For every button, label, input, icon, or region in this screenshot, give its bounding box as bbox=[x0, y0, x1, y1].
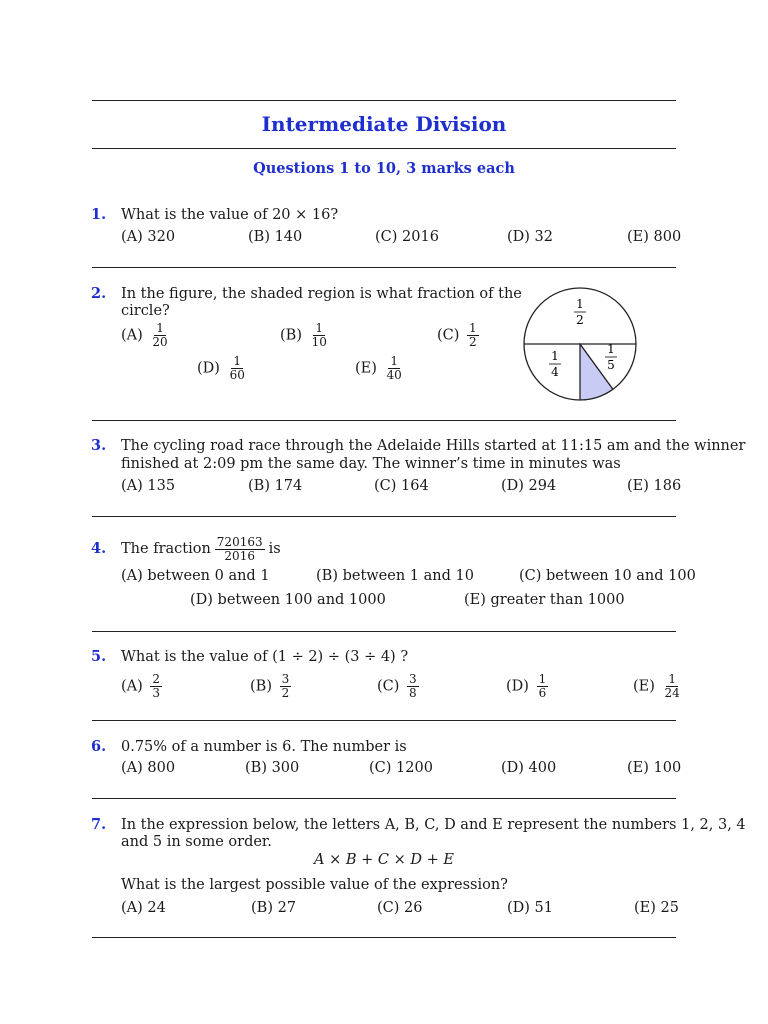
numerator: 1 bbox=[469, 321, 477, 335]
option-b: (B) 27 bbox=[251, 900, 297, 916]
option-label: (E) bbox=[355, 360, 377, 377]
question-text-line-1: The cycling road race through the Adelaide Hills started at 11:15 am and the winner bbox=[121, 438, 746, 454]
numerator: 2 bbox=[152, 672, 161, 686]
question-text bbox=[121, 532, 281, 566]
numerator: 1 bbox=[390, 354, 398, 368]
option-fraction bbox=[228, 355, 247, 382]
label-fifth-num: 1 bbox=[607, 342, 615, 356]
question-number: 2. bbox=[91, 285, 107, 302]
numerator: 1 bbox=[156, 321, 164, 335]
option-e: (E) greater than 1000 bbox=[464, 592, 625, 608]
label-fifth-den: 5 bbox=[607, 358, 615, 372]
divider-rule bbox=[92, 631, 676, 632]
top-rule bbox=[92, 100, 676, 101]
denominator: 3 bbox=[152, 686, 161, 700]
option-b bbox=[280, 322, 329, 349]
option-a: (A) 800 bbox=[121, 760, 176, 776]
option-b: (B) between 1 and 10 bbox=[316, 568, 474, 584]
option-e: (E) 800 bbox=[627, 229, 682, 245]
option-label: (A) bbox=[121, 678, 143, 695]
bottom-rule bbox=[92, 937, 676, 938]
circle-figure bbox=[515, 282, 647, 406]
question-number: 3. bbox=[91, 437, 107, 454]
denominator: 2 bbox=[469, 335, 477, 349]
option-d bbox=[506, 673, 548, 700]
label-half-num: 1 bbox=[576, 297, 584, 311]
question-text-before: The fraction bbox=[121, 541, 211, 557]
option-label: (D) bbox=[197, 360, 220, 377]
option-b: (B) 140 bbox=[248, 229, 303, 245]
option-e: (E) 25 bbox=[634, 900, 679, 916]
option-a: (A) 320 bbox=[121, 229, 176, 245]
denominator: 60 bbox=[229, 368, 245, 382]
option-fraction bbox=[280, 673, 292, 700]
option-c bbox=[437, 322, 479, 349]
denominator: 2016 bbox=[224, 548, 255, 563]
option-label: (B) bbox=[250, 678, 272, 695]
numerator: 1 bbox=[233, 354, 242, 368]
divider-rule bbox=[92, 267, 676, 268]
divider-rule bbox=[92, 720, 676, 721]
divider-rule bbox=[92, 420, 676, 421]
option-c: (C) 2016 bbox=[375, 229, 439, 245]
option-fraction bbox=[310, 322, 329, 349]
option-fraction bbox=[385, 355, 404, 382]
numerator: 3 bbox=[281, 672, 290, 686]
option-d: (D) 400 bbox=[501, 760, 557, 776]
label-quarter-num: 1 bbox=[551, 349, 559, 363]
denominator: 20 bbox=[152, 335, 168, 349]
option-c bbox=[377, 673, 419, 700]
denominator: 8 bbox=[409, 686, 417, 700]
question-text-line-2: circle? bbox=[121, 303, 170, 319]
label-half-den: 2 bbox=[576, 313, 584, 327]
option-a bbox=[121, 322, 170, 349]
question-text-line-2: finished at 2:09 pm the same day. The winner’s time in minutes was bbox=[121, 456, 621, 472]
option-fraction bbox=[467, 322, 479, 349]
option-label: (E) bbox=[633, 678, 655, 695]
option-a: (A) 24 bbox=[121, 900, 166, 916]
question-number: 5. bbox=[91, 648, 107, 665]
question-text-after: is bbox=[268, 541, 281, 557]
fraction bbox=[215, 536, 265, 563]
option-label: (D) bbox=[506, 678, 529, 695]
denominator: 6 bbox=[538, 686, 547, 700]
option-b: (B) 300 bbox=[245, 760, 300, 776]
option-fraction bbox=[663, 673, 682, 700]
question-number: 1. bbox=[91, 206, 107, 223]
option-d bbox=[197, 355, 247, 382]
option-a: (A) 135 bbox=[121, 478, 176, 494]
option-b: (B) 174 bbox=[248, 478, 303, 494]
option-label: (A) bbox=[121, 327, 143, 344]
label-quarter-den: 4 bbox=[551, 365, 559, 379]
question-text-line-1: In the figure, the shaded region is what fraction of the bbox=[121, 286, 522, 302]
option-e bbox=[633, 673, 682, 700]
option-b bbox=[250, 673, 291, 700]
option-d: (D) 51 bbox=[507, 900, 553, 916]
divider-rule bbox=[92, 798, 676, 799]
page-title: Intermediate Division bbox=[261, 112, 507, 136]
numerator: 1 bbox=[538, 672, 547, 686]
option-label: (C) bbox=[377, 678, 400, 695]
question-text: 0.75% of a number is 6. The number is bbox=[121, 739, 407, 755]
divider-rule bbox=[92, 516, 676, 517]
option-e bbox=[355, 355, 404, 382]
denominator: 10 bbox=[311, 335, 327, 349]
option-fraction bbox=[407, 673, 419, 700]
option-fraction bbox=[150, 673, 162, 700]
option-a bbox=[121, 673, 162, 700]
option-e: (E) 186 bbox=[627, 478, 682, 494]
option-fraction bbox=[150, 322, 169, 349]
option-d: (D) between 100 and 1000 bbox=[190, 592, 386, 608]
option-c: (C) 26 bbox=[377, 900, 423, 916]
denominator: 40 bbox=[386, 368, 402, 382]
denominator: 24 bbox=[664, 686, 680, 700]
question-prompt: What is the largest possible value of the expression? bbox=[121, 877, 508, 893]
question-text-line-2: and 5 in some order. bbox=[121, 834, 272, 850]
numerator: 3 bbox=[409, 672, 417, 686]
option-fraction bbox=[537, 673, 549, 700]
question-text-line-1: In the expression below, the letters A, B, C, D and E represent the numbers 1, 2, 3, 4 bbox=[121, 817, 746, 833]
option-e: (E) 100 bbox=[627, 760, 682, 776]
numerator: 1 bbox=[668, 672, 676, 686]
expression: A × B + C × D + E bbox=[314, 852, 454, 868]
option-c: (C) between 10 and 100 bbox=[519, 568, 696, 584]
option-c: (C) 164 bbox=[374, 478, 429, 494]
option-d: (D) 32 bbox=[507, 229, 553, 245]
question-number: 7. bbox=[91, 816, 107, 833]
numerator: 1 bbox=[315, 321, 324, 335]
question-text: What is the value of 20 × 16? bbox=[121, 207, 339, 223]
question-number: 6. bbox=[91, 738, 107, 755]
option-a: (A) between 0 and 1 bbox=[121, 568, 270, 584]
denominator: 2 bbox=[281, 686, 290, 700]
question-text: What is the value of (1 ÷ 2) ÷ (3 ÷ 4) ? bbox=[121, 649, 409, 665]
numerator: 720163 bbox=[216, 534, 263, 549]
option-label: (C) bbox=[437, 327, 460, 344]
title-rule bbox=[92, 148, 676, 149]
option-d: (D) 294 bbox=[501, 478, 557, 494]
option-c: (C) 1200 bbox=[369, 760, 433, 776]
question-number: 4. bbox=[91, 540, 107, 557]
option-label: (B) bbox=[280, 327, 302, 344]
section-subtitle: Questions 1 to 10, 3 marks each bbox=[253, 160, 515, 177]
